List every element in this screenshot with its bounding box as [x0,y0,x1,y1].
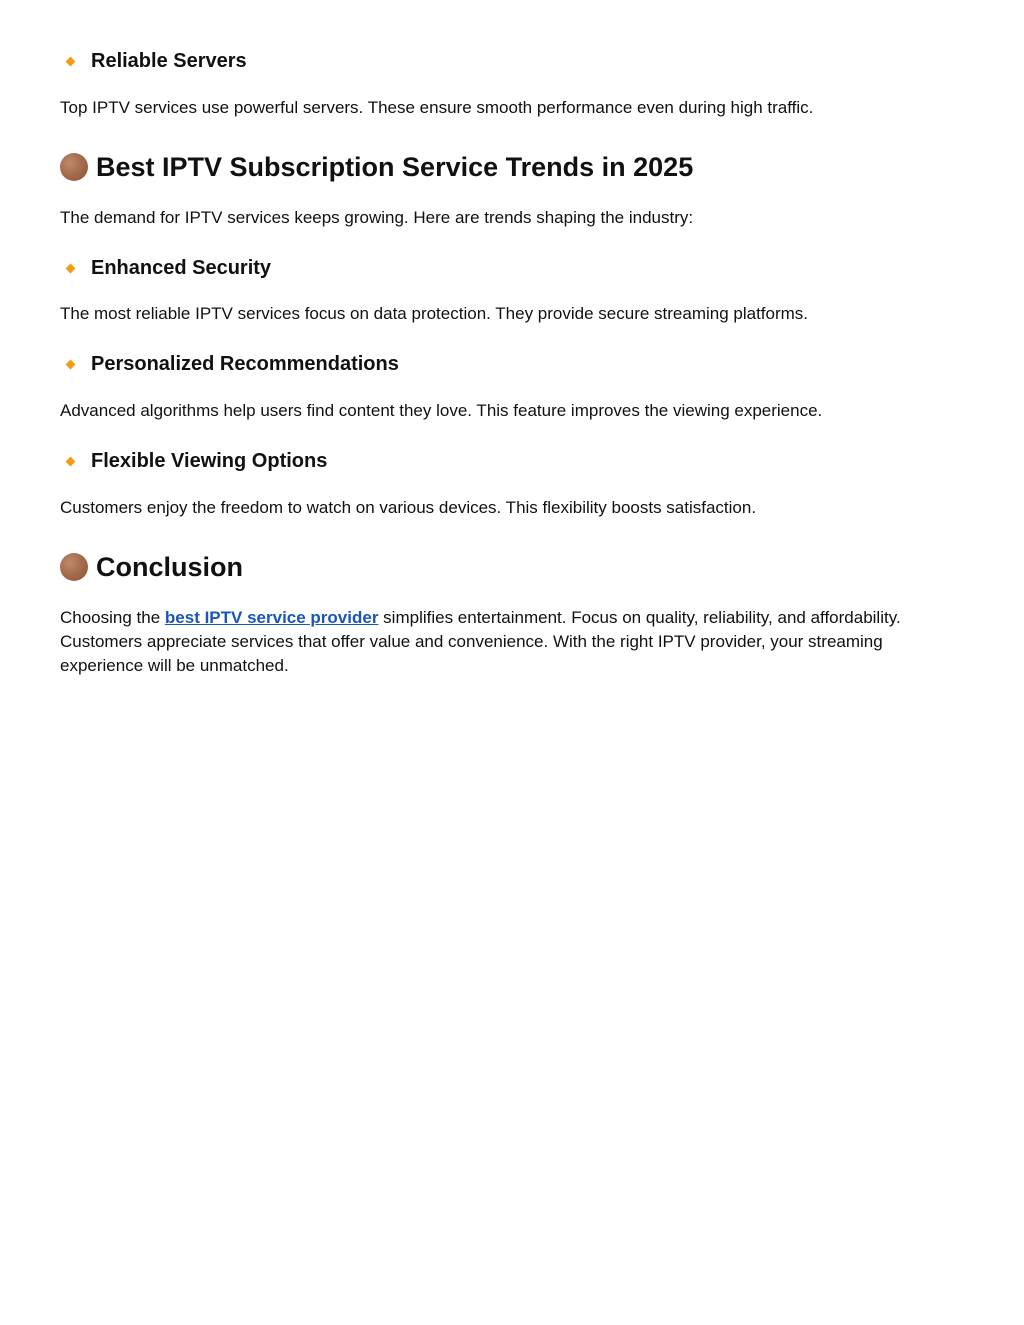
conclusion-text-before-link: Choosing the [60,608,165,627]
diamond-bullet-icon [66,56,76,66]
best-iptv-provider-link[interactable]: best IPTV service provider [164,608,379,627]
heading-conclusion [60,551,243,583]
paragraph-trends-intro: The demand for IPTV services keeps growing. Here are trends shaping the industry: [60,208,694,227]
diamond-bullet-icon [66,359,76,369]
heading-personalized-recommendations [67,352,399,376]
heading-enhanced-security [67,256,271,280]
brown-circle-icon [60,153,88,181]
paragraph-enhanced-security: The most reliable IPTV services focus on data protection. They provide secure streaming platforms. [60,304,809,323]
conclusion-text-after-link: simplifies entertainment. Focus on quality, reliability, and affordability. Customers appreciate services that offer value and convenience. With the right IPTV provider, your streaming experience will be unmatched. [60,608,901,675]
heading-text: Flexible Viewing Options [91,450,328,472]
heading-flexible-viewing [67,449,327,473]
heading-reliable-servers [67,49,247,73]
diamond-bullet-icon [66,456,76,466]
diamond-bullet-icon [66,263,76,273]
heading-text: Best IPTV Subscription Service Trends in 2025 [96,152,694,182]
heading-text: Enhanced Security [91,257,272,279]
paragraph-conclusion [60,606,940,678]
paragraph-flexible-viewing: Customers enjoy the freedom to watch on various devices. This flexibility boosts satisfaction. [60,498,757,517]
paragraph-reliable-servers: Top IPTV services use powerful servers. These ensure smooth performance even during high traffic. [60,98,814,117]
heading-text: Personalized Recommendations [91,353,399,375]
brown-circle-icon [60,553,88,581]
heading-trends [60,151,693,183]
heading-text: Reliable Servers [91,50,247,72]
paragraph-personalized-recommendations: Advanced algorithms help users find content they love. This feature improves the viewing experience. [60,401,823,420]
heading-text: Conclusion [96,552,243,582]
